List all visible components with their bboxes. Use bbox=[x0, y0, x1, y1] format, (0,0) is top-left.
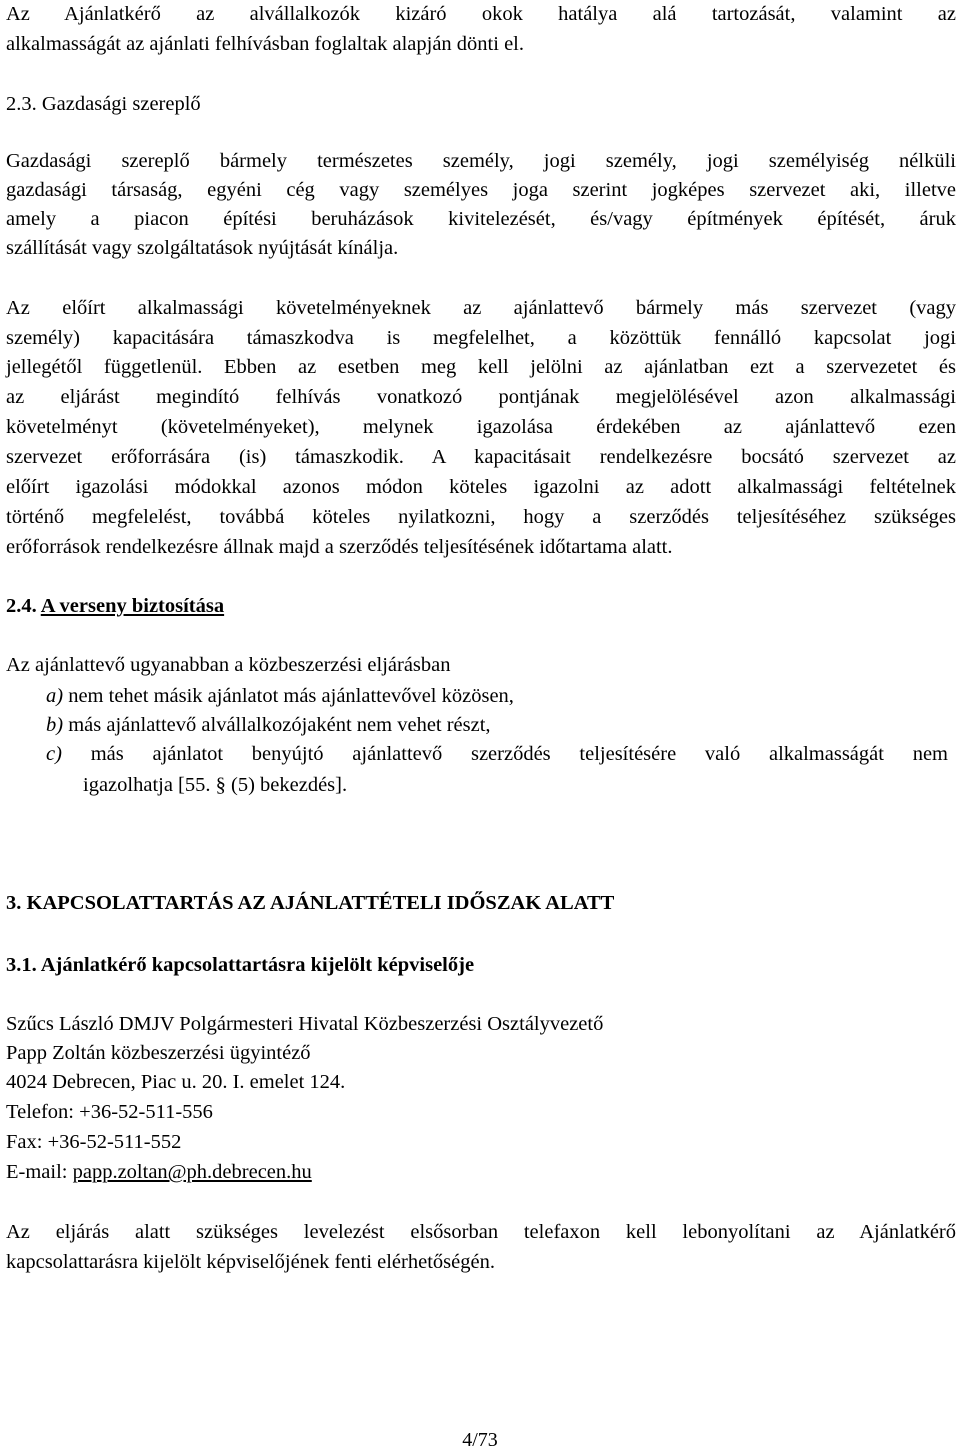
email-label: E-mail: bbox=[6, 1161, 73, 1183]
paragraph-line: erőforrások rendelkezésre állnak majd a szerződés teljesítésének időtartama alatt. bbox=[6, 536, 673, 558]
paragraph-line: előírt igazolási módokkal azonos módon köteles igazolni az adott alkalmassági feltételnek bbox=[6, 476, 956, 498]
paragraph-line: gazdasági társaság, egyéni cég vagy személyes joga szerint jogképes szervezet aki, illetve bbox=[6, 179, 956, 201]
paragraph-line: amely a piacon építési beruházások kivitelezését, és/vagy építmények építését, áruk bbox=[6, 208, 956, 230]
list-marker: a) bbox=[46, 685, 64, 707]
paragraph-line: az eljárást megindító felhívás vonatkozó pontjának megjelölésével azon alkalmassági bbox=[6, 386, 956, 408]
section-heading-2-3: 2.3. Gazdasági szereplő bbox=[6, 93, 201, 115]
list-item bbox=[46, 713, 491, 737]
list-marker: b) bbox=[46, 714, 64, 736]
section-heading-2-4 bbox=[6, 594, 956, 618]
page-number: 4/73 bbox=[462, 1429, 498, 1451]
paragraph-line: követelményt (követelményeket), melynek igazolása érdekében az ajánlattevő ezen bbox=[6, 416, 956, 438]
section-number: 2.4. bbox=[6, 595, 37, 617]
list-lead: Az ajánlattevő ugyanabban a közbeszerzési eljárásban bbox=[6, 654, 451, 676]
intro-line: Az Ajánlatkérő az alvállalkozók kizáró okok hatálya alá tartozását, valamint az bbox=[6, 3, 956, 25]
list-item bbox=[46, 742, 948, 766]
paragraph-line: történő megfelelést, továbbá köteles nyilatkozni, hogy a szerződés teljesítéséhez szükséges bbox=[6, 506, 956, 528]
list-item-continuation: igazolhatja [55. § (5) bekezdés]. bbox=[83, 774, 348, 796]
list-text: más ajánlatot benyújtó ajánlattevő szerződés teljesítésére való alkalmasságát nem bbox=[90, 743, 949, 765]
closing-line: kapcsolattarásra kijelölt képviselőjének fenti elérhetőségén. bbox=[6, 1251, 495, 1273]
paragraph-line: Az előírt alkalmassági követelményeknek az ajánlattevő bármely más szervezet (vagy bbox=[6, 297, 956, 319]
list-item bbox=[46, 684, 514, 708]
contact-line: 4024 Debrecen, Piac u. 20. I. emelet 124. bbox=[6, 1071, 346, 1093]
contact-email-line bbox=[6, 1160, 956, 1184]
section-title: A verseny biztosítása bbox=[40, 595, 225, 617]
paragraph-line: szervezet erőforrására (is) támaszkodik. A kapacitásait rendelkezésre bocsátó szervezet az bbox=[6, 446, 956, 468]
paragraph-line: személy) kapacitására támaszkodva is megfelelhet, a közöttük fennálló kapcsolat jogi bbox=[6, 327, 956, 349]
list-text: nem tehet másik ajánlatot más ajánlattevővel közösen, bbox=[68, 685, 514, 707]
contact-line: Fax: +36-52-511-552 bbox=[6, 1131, 182, 1153]
paragraph-line: szállítását vagy szolgáltatások nyújtását kínálja. bbox=[6, 237, 399, 259]
section-heading-3-1: 3.1. Ajánlatkérő kapcsolattartásra kijelölt képviselője bbox=[6, 954, 475, 976]
contact-line: Papp Zoltán közbeszerzési ügyintéző bbox=[6, 1042, 311, 1064]
paragraph-line: jellegétől függetlenül. Ebben az esetben meg kell jelölni az ajánlatban ezt a szervezetet és bbox=[6, 356, 956, 378]
list-text: más ajánlattevő alvállalkozójaként nem vehet részt, bbox=[68, 714, 491, 736]
section-heading-3: 3. KAPCSOLATTARTÁS AZ AJÁNLATTÉTELI IDŐSZAK ALATT bbox=[6, 892, 615, 914]
list-marker: c) bbox=[46, 743, 62, 765]
intro-line: alkalmasságát az ajánlati felhívásban foglaltak alapján dönti el. bbox=[6, 33, 524, 55]
contact-line: Telefon: +36-52-511-556 bbox=[6, 1101, 213, 1123]
closing-line: Az eljárás alatt szükséges levelezést elsősorban telefaxon kell lebonyolítani az Ajánlatkérő bbox=[6, 1221, 956, 1243]
email-link[interactable]: papp.zoltan@ph.debrecen.hu bbox=[72, 1161, 312, 1183]
contact-line: Szűcs László DMJV Polgármesteri Hivatal Közbeszerzési Osztályvezető bbox=[6, 1013, 604, 1035]
paragraph-line: Gazdasági szereplő bármely természetes személy, jogi személy, jogi személyiség nélküli bbox=[6, 150, 956, 172]
